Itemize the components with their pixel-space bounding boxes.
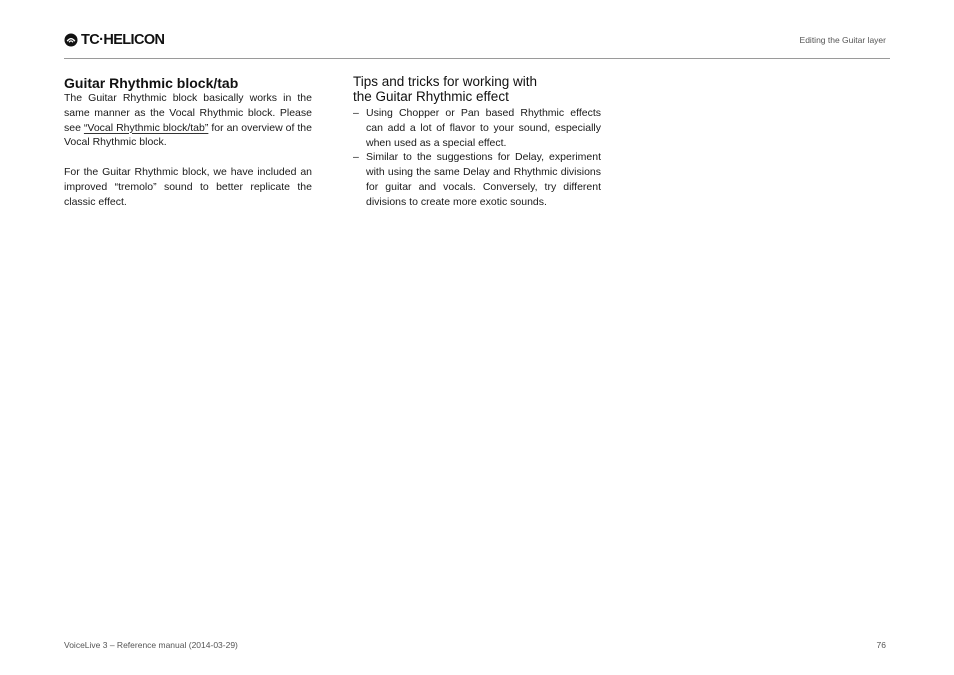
tips-heading-line2: the Guitar Rhythmic effect	[353, 88, 509, 104]
intro-paragraph	[64, 91, 312, 150]
tips-list	[353, 106, 601, 210]
tip-text: Using Chopper or Pan based Rhythmic effects can add a lot of flavor to your sound, especially when used as a special effect.	[366, 107, 601, 149]
running-head: Editing the Guitar layer	[799, 35, 886, 45]
intro-text-end: for an overview of the Vocal Rhythmic block.	[64, 121, 312, 149]
bullet-dash: –	[353, 151, 359, 164]
vocal-rhythmic-link[interactable]: “Vocal Rhythmic block/tab”	[83, 121, 209, 134]
header-divider	[64, 58, 890, 59]
section-heading: Guitar Rhythmic block/tab	[64, 75, 239, 91]
list-item	[353, 106, 601, 150]
logo-text: TC·HELICON	[81, 32, 165, 48]
tc-helicon-logo-icon	[64, 33, 78, 47]
list-item	[353, 150, 601, 209]
tc-helicon-logo	[64, 31, 164, 49]
bullet-dash: –	[353, 107, 359, 119]
footer-manual-title: VoiceLive 3 – Reference manual (2014-03-29)	[64, 640, 238, 650]
tremolo-paragraph: For the Guitar Rhythmic block, we have included an improved “tremolo” sound to better replicate the classic effect.	[64, 165, 312, 208]
intro-text-start: The Guitar Rhythmic block basically works in the same manner as the Vocal Rhythmic block. Please see	[64, 92, 312, 134]
left-column	[64, 74, 312, 209]
tips-heading	[353, 74, 601, 104]
page-number: 76	[876, 640, 886, 650]
right-column	[353, 74, 601, 210]
tip-text: Similar to the suggestions for Delay, experiment with using the same Delay and Rhythmic divisions for guitar and vocals. Conversely, try different divisions to create more exotic sounds.	[366, 151, 601, 208]
tips-heading-line1: Tips and tricks for working with	[353, 74, 538, 89]
